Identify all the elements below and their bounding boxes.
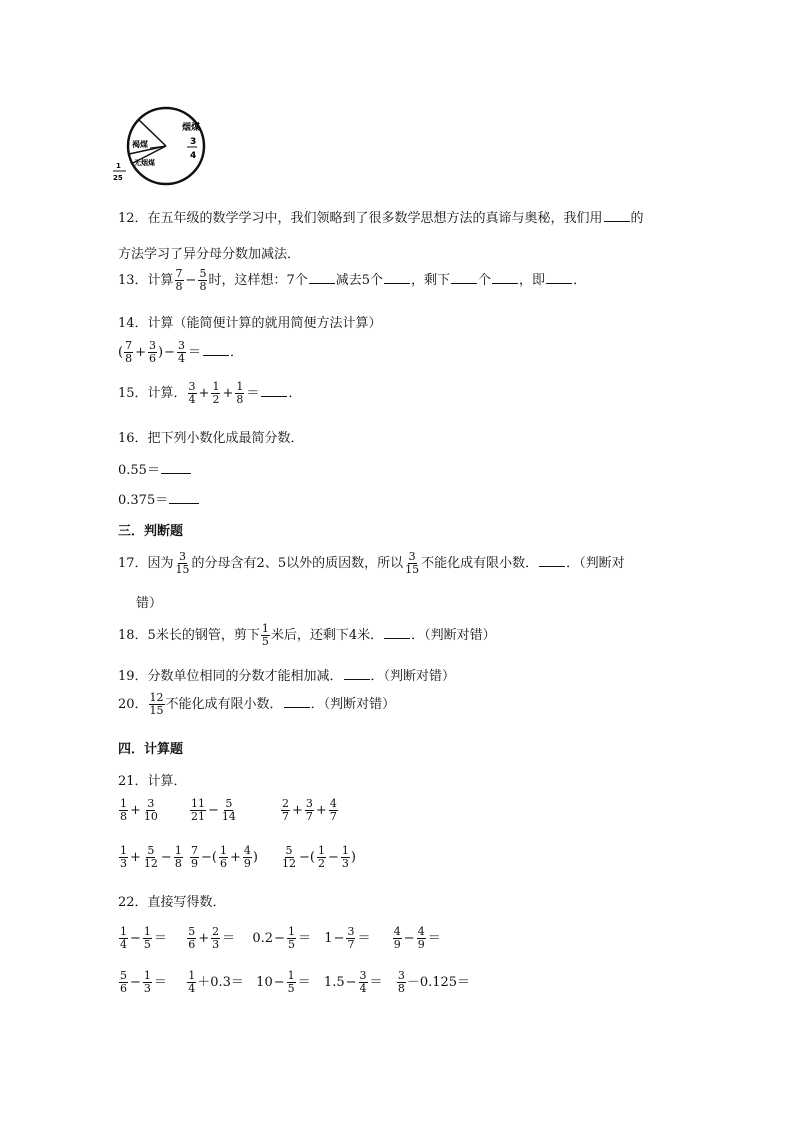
operator: − [345, 975, 357, 990]
fraction [211, 926, 220, 951]
fraction [119, 970, 128, 995]
fraction [359, 970, 368, 995]
pie-label-small: 无烟煤 [134, 159, 155, 167]
denominator: 4 [188, 393, 196, 406]
operator: + [198, 931, 210, 946]
operator: − [130, 931, 141, 946]
numerator: 7 [191, 844, 198, 857]
operator: − [208, 803, 219, 818]
operator: ＝ [153, 975, 167, 990]
operator: ＝ [297, 975, 311, 990]
denominator: 4 [177, 352, 185, 365]
fraction [175, 551, 191, 576]
operator: − [403, 931, 415, 946]
fraction [221, 798, 237, 823]
denominator: 8 [125, 352, 133, 365]
denominator: 4 [188, 982, 196, 995]
question-16-title: 16．把下列小数化成最简分数． [118, 431, 304, 446]
numerator: 5 [147, 844, 155, 857]
pie-fraction-small-num: 1 [116, 162, 121, 170]
fraction [143, 970, 152, 995]
calc-expression [189, 798, 238, 823]
numerator: 1 [317, 844, 325, 857]
denominator: 14 [221, 810, 236, 823]
numerator: 7 [175, 267, 183, 280]
denominator: 12 [282, 857, 296, 870]
numerator: 1 [120, 797, 127, 810]
answer-blank[interactable] [284, 695, 310, 708]
fraction [305, 798, 314, 823]
calc-expression: $\frac{7}{9}$ −( $\frac{1}{6}$ + $\frac{4}{9}$ ) [191, 844, 258, 870]
fraction [211, 381, 220, 406]
calc-expression [280, 798, 339, 823]
operator: − [130, 975, 141, 990]
fraction [187, 970, 196, 995]
fraction [119, 926, 128, 951]
denominator: 4 [359, 982, 367, 995]
denominator: 7 [329, 810, 337, 823]
operator: ＝ [369, 975, 383, 990]
numerator: 1 [143, 969, 151, 982]
fraction [346, 926, 355, 951]
numerator: 4 [243, 844, 251, 857]
fraction [341, 845, 350, 870]
operator: ＝ [298, 931, 312, 946]
numerator: 2 [282, 797, 289, 810]
denominator: 9 [243, 857, 251, 870]
numerator: 3 [397, 969, 405, 982]
fraction [287, 926, 296, 951]
answer-blank[interactable] [261, 384, 287, 397]
denominator: 3 [143, 982, 151, 995]
fraction [143, 926, 152, 951]
fraction [119, 845, 128, 870]
pie-label-mid: 褐煤 [132, 140, 148, 149]
operator: ＝ [187, 345, 201, 360]
numerator: 4 [329, 797, 337, 810]
operator: − [185, 273, 197, 288]
pie-fraction-large-num: 3 [190, 137, 197, 147]
numerator: 5 [225, 797, 233, 810]
numerator: 1 [120, 925, 127, 938]
operator: ＝ [153, 931, 167, 946]
fraction [281, 798, 290, 823]
fraction [187, 926, 196, 951]
answer-blank[interactable] [344, 667, 370, 680]
numerator: 5 [285, 844, 293, 857]
fraction [404, 551, 420, 576]
question-13: 13．计算 $\frac{7}{8}$ − $\frac{5}{8}$ 时，这样想：7个 减去5个 ，剩下 个 ，即 ． [118, 267, 587, 293]
fraction [124, 340, 133, 365]
operator: ＝ [357, 931, 371, 946]
denominator: 6 [188, 938, 196, 951]
denominator: 5 [143, 938, 151, 951]
denominator: 8 [236, 393, 244, 406]
denominator: 7 [347, 938, 355, 951]
fraction [119, 798, 128, 823]
numerator: 3 [188, 380, 196, 393]
numerator: 1 [261, 622, 269, 635]
fraction [174, 845, 183, 870]
denominator: 3 [341, 857, 349, 870]
operator: + [292, 803, 303, 818]
denominator: 8 [174, 857, 182, 870]
coal-pie-chart [110, 104, 214, 186]
question-20: 20． $\frac{12}{15}$ 不能化成有限小数． ．（判断对错） [118, 691, 396, 717]
question-17-line-2: 错） [136, 596, 163, 611]
denominator: 8 [120, 810, 127, 823]
numerator: 1 [341, 844, 349, 857]
fraction [261, 623, 270, 648]
fraction [143, 798, 159, 823]
pie-label-large: 烟煤 [182, 123, 201, 133]
numerator: 12 [149, 691, 164, 704]
fraction [190, 845, 199, 870]
direct-calc-row-1: $\frac{1}{4}$ − $\frac{1}{5}$ ＝ $\frac{5}{6}$ + $\frac{2}{3}$ ＝ 0.2− $\frac{1}{5}$ ＝ 1− $\frac{3}{7}$ ＝ $\frac{4}{9}$ − $\frac{4}{9}$ ＝ [120, 925, 441, 951]
answer-blank[interactable] [546, 271, 572, 284]
denominator: 7 [282, 810, 289, 823]
question-22-title: 22．直接写得数． [118, 895, 226, 910]
question-17: 17．因为 $\frac{3}{15}$ 的分母含有2、5以外的质因数，所以 $\frac{3}{15}$ 不能化成有限小数． ．（判断对 [118, 550, 625, 576]
numerator: 4 [393, 925, 401, 938]
denominator: 2 [317, 857, 325, 870]
fraction [175, 268, 184, 293]
answer-blank[interactable] [203, 343, 229, 356]
numerator: 3 [359, 969, 367, 982]
fraction [329, 798, 338, 823]
answer-blank[interactable] [161, 461, 191, 474]
numerator: 1 [287, 969, 295, 982]
question-16-b: 0.375＝ [118, 489, 200, 508]
denominator: 8 [175, 280, 183, 293]
denominator: 3 [212, 938, 220, 951]
pie-fraction-small-den: 25 [113, 174, 123, 182]
denominator: 7 [305, 810, 313, 823]
denominator: 21 [191, 810, 205, 823]
answer-blank[interactable] [492, 271, 518, 284]
numerator: 7 [125, 339, 133, 352]
fraction [190, 798, 206, 823]
operator: − [333, 931, 345, 946]
answer-blank[interactable] [384, 271, 410, 284]
fraction [188, 381, 197, 406]
fraction [393, 926, 402, 951]
operator: −( [201, 850, 217, 865]
denominator: 4 [120, 938, 127, 951]
operator: ＝ [246, 386, 260, 401]
operator: + [222, 386, 234, 401]
fraction [417, 926, 426, 951]
numerator: 1 [174, 844, 182, 857]
fraction [281, 845, 297, 870]
calc-expression [118, 845, 184, 870]
fraction [243, 845, 252, 870]
answer-blank[interactable] [451, 271, 477, 284]
numerator: 1 [288, 925, 295, 938]
denominator: 15 [149, 704, 164, 717]
fraction [397, 970, 406, 995]
fraction [287, 970, 296, 995]
numerator: 3 [148, 339, 156, 352]
numerator: 2 [212, 925, 220, 938]
calc-expression: $\frac{5}{12}$ −( $\frac{1}{2}$ − $\frac{1}{3}$ ) [282, 844, 356, 870]
numerator: 5 [199, 267, 207, 280]
denominator: 5 [287, 982, 295, 995]
denominator: 9 [417, 938, 425, 951]
answer-blank[interactable] [169, 491, 199, 504]
question-19: 19．分数单位相同的分数才能相加减． ．（判断对错） [118, 669, 456, 684]
calc-expression [118, 798, 160, 823]
section-heading: 四．计算题 [118, 742, 184, 757]
numerator: 11 [191, 797, 205, 810]
operator: + [130, 803, 141, 818]
numerator: 1 [219, 844, 227, 857]
fraction [149, 692, 165, 717]
fraction [148, 340, 157, 365]
operator: − [274, 931, 285, 946]
pie-fraction-large-den: 4 [190, 151, 197, 161]
operator: + [315, 803, 327, 818]
fraction [317, 845, 326, 870]
operator: −( [299, 850, 315, 865]
numerator: 4 [417, 925, 425, 938]
denominator: 5 [261, 635, 269, 648]
fraction [143, 845, 159, 870]
fraction [177, 340, 186, 365]
fraction [235, 381, 244, 406]
fraction [198, 268, 207, 293]
fraction [219, 845, 228, 870]
numerator: 3 [408, 550, 416, 563]
operator: + [229, 850, 241, 865]
numerator: 5 [188, 925, 196, 938]
question-14-expression: ( $\frac{7}{8}$ + $\frac{3}{6}$ )− $\frac{3}{4}$ ＝ ． [118, 339, 243, 365]
denominator: 6 [219, 857, 227, 870]
operator: − [164, 345, 175, 360]
question-18: 18．5米长的钢管，剪下 $\frac{1}{5}$ 米后，还剩下4米． ．（判断对错） [118, 622, 496, 648]
denominator: 8 [397, 982, 405, 995]
answer-blank[interactable] [604, 209, 630, 222]
operator: + [130, 850, 141, 865]
operator: − [160, 850, 172, 865]
answer-blank[interactable] [309, 271, 335, 284]
denominator: 15 [405, 563, 420, 576]
denominator: 8 [199, 280, 207, 293]
answer-blank[interactable] [539, 554, 565, 567]
operator: − [273, 975, 285, 990]
numerator: 1 [188, 969, 196, 982]
operator: + [135, 345, 146, 360]
denominator: 10 [143, 810, 158, 823]
numerator: 3 [177, 339, 185, 352]
numerator: 3 [179, 550, 187, 563]
answer-blank[interactable] [384, 626, 410, 639]
question-14-title: 14．计算（能简便计算的就用简便方法计算） [118, 316, 382, 331]
denominator: 3 [120, 857, 127, 870]
denominator: 2 [212, 393, 220, 406]
denominator: 15 [175, 563, 190, 576]
denominator: 9 [191, 857, 198, 870]
operator: ＝ [427, 931, 441, 946]
denominator: 9 [393, 938, 401, 951]
question-12-line-2: 方法学习了异分母分数加减法． [118, 247, 301, 262]
numerator: 1 [212, 380, 220, 393]
operator: − [327, 850, 339, 865]
operator: + [198, 386, 210, 401]
denominator: 6 [120, 982, 127, 995]
operator: ＝ [222, 931, 236, 946]
direct-calc-row-2: $\frac{5}{6}$ − $\frac{1}{3}$ ＝ $\frac{1}{4}$ ＋0.3＝ 10− $\frac{1}{5}$ ＝ 1.5− $\frac{3}{4}$ ＝ $\frac{3}{8}$ －0.125＝ [120, 969, 471, 995]
denominator: 12 [143, 857, 158, 870]
numerator: 3 [305, 797, 313, 810]
numerator: 5 [120, 969, 127, 982]
numerator: 1 [143, 925, 151, 938]
denominator: 6 [148, 352, 156, 365]
denominator: 5 [288, 938, 295, 951]
question-12-line-1: 12．在五年级的数学学习中，我们领略到了很多数学思想方法的真谛与奥秘，我们用 的 [118, 211, 644, 226]
question-16-a: 0.55＝ [118, 459, 192, 478]
numerator: 1 [120, 844, 127, 857]
question-15: 15．计算． $\frac{3}{4}$ + $\frac{1}{2}$ + $\frac{1}{8}$ ＝ ． [118, 380, 302, 406]
numerator: 1 [236, 380, 244, 393]
numerator: 3 [347, 925, 355, 938]
section-heading: 三．判断题 [118, 524, 184, 539]
numerator: 3 [147, 797, 155, 810]
question-21-title: 21．计算． [118, 774, 187, 789]
